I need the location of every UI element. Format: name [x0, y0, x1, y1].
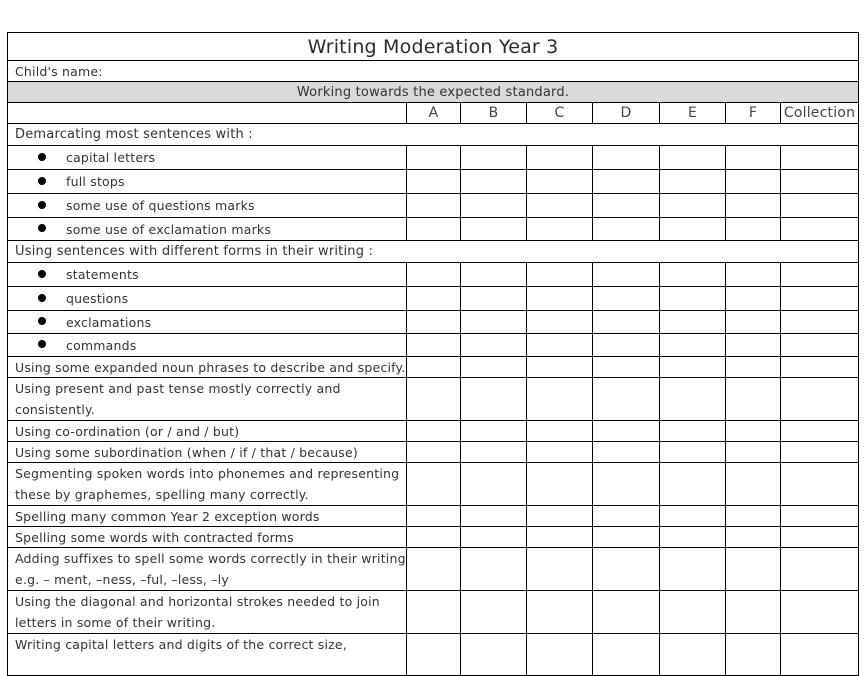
bullet-icon	[38, 153, 46, 161]
cell-a[interactable]	[407, 194, 461, 218]
cell-e[interactable]	[660, 442, 726, 463]
cell-b[interactable]	[461, 634, 527, 676]
cell-d[interactable]	[593, 334, 660, 357]
cell-b[interactable]	[461, 591, 527, 634]
cell-c[interactable]	[527, 357, 593, 378]
cell-b[interactable]	[461, 548, 527, 591]
cell-d[interactable]	[593, 194, 660, 218]
bullet-icon	[38, 177, 46, 185]
section-heading: Using sentences with different forms in their writing :	[8, 241, 859, 263]
cell-e[interactable]	[660, 634, 726, 676]
cell-e[interactable]	[660, 548, 726, 591]
moderation-sheet	[7, 32, 858, 676]
cell-b[interactable]	[461, 334, 527, 357]
cell-c[interactable]	[527, 263, 593, 287]
cell-collection[interactable]	[781, 463, 859, 506]
cell-collection[interactable]	[781, 506, 859, 527]
col-header-b: B	[461, 103, 527, 124]
criterion-label	[8, 146, 407, 170]
cell-d[interactable]	[593, 311, 660, 334]
cell-b[interactable]	[461, 170, 527, 194]
cell-d[interactable]	[593, 527, 660, 548]
cell-e[interactable]	[660, 287, 726, 311]
cell-collection[interactable]	[781, 442, 859, 463]
cell-f[interactable]	[726, 194, 781, 218]
criterion-label: Using present and past tense mostly correctly and consistently.	[8, 378, 407, 421]
criteria-row	[8, 263, 859, 287]
cell-collection[interactable]	[781, 146, 859, 170]
criterion-label	[8, 170, 407, 194]
cell-b[interactable]	[461, 357, 527, 378]
cell-c[interactable]	[527, 527, 593, 548]
cell-b[interactable]	[461, 287, 527, 311]
cell-collection[interactable]	[781, 194, 859, 218]
cell-e[interactable]	[660, 463, 726, 506]
cell-c[interactable]	[527, 421, 593, 442]
cell-f[interactable]	[726, 334, 781, 357]
cell-d[interactable]	[593, 421, 660, 442]
cell-a[interactable]	[407, 263, 461, 287]
criteria-row	[8, 506, 859, 527]
cell-f[interactable]	[726, 146, 781, 170]
cell-e[interactable]	[660, 378, 726, 421]
cell-b[interactable]	[461, 194, 527, 218]
cell-b[interactable]	[461, 263, 527, 287]
bullet-icon	[38, 317, 46, 325]
cell-a[interactable]	[407, 527, 461, 548]
cell-b[interactable]	[461, 378, 527, 421]
cell-e[interactable]	[660, 194, 726, 218]
cell-a[interactable]	[407, 591, 461, 634]
cell-c[interactable]	[527, 311, 593, 334]
cell-a[interactable]	[407, 357, 461, 378]
cell-d[interactable]	[593, 463, 660, 506]
cell-f[interactable]	[726, 378, 781, 421]
cell-c[interactable]	[527, 194, 593, 218]
criteria-row	[8, 634, 859, 676]
cell-b[interactable]	[461, 421, 527, 442]
cell-a[interactable]	[407, 634, 461, 676]
cell-a[interactable]	[407, 421, 461, 442]
criteria-row	[8, 334, 859, 357]
section-heading: Demarcating most sentences with :	[8, 124, 859, 146]
criterion-label: Spelling many common Year 2 exception words	[8, 506, 407, 527]
cell-d[interactable]	[593, 591, 660, 634]
cell-f[interactable]	[726, 442, 781, 463]
criterion-label	[8, 311, 407, 334]
cell-a[interactable]	[407, 442, 461, 463]
criteria-row	[8, 591, 859, 634]
criteria-row	[8, 548, 859, 591]
criterion-text: full stops	[66, 174, 125, 189]
cell-d[interactable]	[593, 146, 660, 170]
cell-d[interactable]	[593, 170, 660, 194]
bullet-icon	[38, 340, 46, 348]
cell-c[interactable]	[527, 170, 593, 194]
cell-collection[interactable]	[781, 378, 859, 421]
cell-a[interactable]	[407, 218, 461, 241]
cell-d[interactable]	[593, 357, 660, 378]
bullet-icon	[38, 270, 46, 278]
criterion-label: Using the diagonal and horizontal strokes needed to join letters in some of their writing.	[8, 591, 407, 634]
cell-d[interactable]	[593, 442, 660, 463]
col-header-d: D	[593, 103, 660, 124]
cell-c[interactable]	[527, 463, 593, 506]
cell-f[interactable]	[726, 463, 781, 506]
criterion-text: commands	[66, 337, 137, 353]
cell-a[interactable]	[407, 334, 461, 357]
cell-collection[interactable]	[781, 311, 859, 334]
criterion-text: some use of exclamation marks	[66, 221, 272, 237]
cell-c[interactable]	[527, 287, 593, 311]
cell-a[interactable]	[407, 287, 461, 311]
childs-name-field[interactable]	[8, 61, 859, 82]
criteria-row	[8, 146, 859, 170]
cell-a[interactable]	[407, 463, 461, 506]
cell-e[interactable]	[660, 421, 726, 442]
cell-e[interactable]	[660, 263, 726, 287]
cell-d[interactable]	[593, 263, 660, 287]
cell-c[interactable]	[527, 146, 593, 170]
cell-collection[interactable]	[781, 634, 859, 676]
criteria-header	[8, 103, 407, 124]
cell-d[interactable]	[593, 634, 660, 676]
criteria-row	[8, 287, 859, 311]
cell-e[interactable]	[660, 357, 726, 378]
cell-e[interactable]	[660, 170, 726, 194]
criterion-label: Using co-ordination (or / and / but)	[8, 421, 407, 442]
col-header-e: E	[660, 103, 726, 124]
cell-c[interactable]	[527, 334, 593, 357]
cell-d[interactable]	[593, 506, 660, 527]
cell-collection[interactable]	[781, 334, 859, 357]
criterion-label: Using some subordination (when / if / that / because)	[8, 442, 407, 463]
cell-e[interactable]	[660, 506, 726, 527]
cell-collection[interactable]	[781, 548, 859, 591]
cell-f[interactable]	[726, 527, 781, 548]
criterion-label	[8, 334, 407, 357]
criterion-label: Segmenting spoken words into phonemes and representing these by graphemes, spelling many correctly.	[8, 463, 407, 506]
cell-c[interactable]	[527, 378, 593, 421]
cell-e[interactable]	[660, 218, 726, 241]
standard-band: Working towards the expected standard.	[8, 82, 859, 103]
criterion-text: capital letters	[66, 150, 156, 165]
cell-f[interactable]	[726, 311, 781, 334]
cell-a[interactable]	[407, 378, 461, 421]
bullet-icon	[38, 224, 46, 232]
cell-b[interactable]	[461, 463, 527, 506]
cell-c[interactable]	[527, 591, 593, 634]
cell-a[interactable]	[407, 548, 461, 591]
criteria-row	[8, 218, 859, 241]
cell-f[interactable]	[726, 263, 781, 287]
criterion-text: some use of questions marks	[66, 198, 255, 213]
cell-collection[interactable]	[781, 218, 859, 241]
cell-b[interactable]	[461, 442, 527, 463]
cell-f[interactable]	[726, 634, 781, 676]
cell-a[interactable]	[407, 311, 461, 334]
criterion-text: exclamations	[66, 314, 152, 330]
cell-collection[interactable]	[781, 527, 859, 548]
criterion-text: questions	[66, 291, 129, 306]
cell-b[interactable]	[461, 311, 527, 334]
section-row	[8, 124, 859, 146]
cell-f[interactable]	[726, 218, 781, 241]
childs-name-label: Child's name:	[15, 63, 103, 79]
cell-b[interactable]	[461, 218, 527, 241]
cell-collection[interactable]	[781, 287, 859, 311]
cell-e[interactable]	[660, 527, 726, 548]
criteria-row	[8, 378, 859, 421]
criteria-row	[8, 527, 859, 548]
cell-c[interactable]	[527, 634, 593, 676]
cell-f[interactable]	[726, 591, 781, 634]
criterion-label	[8, 263, 407, 287]
criterion-text: statements	[66, 267, 139, 282]
page-title: Writing Moderation Year 3	[8, 33, 859, 61]
criteria-row	[8, 357, 859, 378]
cell-collection[interactable]	[781, 357, 859, 378]
cell-c[interactable]	[527, 506, 593, 527]
cell-collection[interactable]	[781, 591, 859, 634]
moderation-table	[7, 32, 859, 676]
criterion-label: Using some expanded noun phrases to describe and specify.	[8, 357, 407, 378]
cell-e[interactable]	[660, 591, 726, 634]
cell-b[interactable]	[461, 146, 527, 170]
col-header-a: A	[407, 103, 461, 124]
criterion-label	[8, 287, 407, 311]
col-header-f: F	[726, 103, 781, 124]
cell-f[interactable]	[726, 357, 781, 378]
cell-b[interactable]	[461, 527, 527, 548]
col-header-collection: Collection	[781, 103, 859, 124]
col-header-c: C	[527, 103, 593, 124]
cell-e[interactable]	[660, 334, 726, 357]
cell-a[interactable]	[407, 506, 461, 527]
bullet-icon	[38, 201, 46, 209]
cell-d[interactable]	[593, 287, 660, 311]
criterion-label	[8, 218, 407, 241]
cell-c[interactable]	[527, 548, 593, 591]
cell-a[interactable]	[407, 146, 461, 170]
cell-collection[interactable]	[781, 170, 859, 194]
cell-e[interactable]	[660, 311, 726, 334]
cell-c[interactable]	[527, 218, 593, 241]
cell-d[interactable]	[593, 218, 660, 241]
cell-collection[interactable]	[781, 421, 859, 442]
criterion-label	[8, 194, 407, 218]
criteria-row	[8, 442, 859, 463]
criteria-row	[8, 463, 859, 506]
column-header-row	[8, 103, 859, 124]
cell-a[interactable]	[407, 170, 461, 194]
cell-f[interactable]	[726, 506, 781, 527]
cell-e[interactable]	[660, 146, 726, 170]
criterion-label: Writing capital letters and digits of the correct size,	[8, 634, 407, 676]
cell-f[interactable]	[726, 287, 781, 311]
cell-collection[interactable]	[781, 263, 859, 287]
criteria-row	[8, 421, 859, 442]
criteria-row	[8, 170, 859, 194]
cell-f[interactable]	[726, 548, 781, 591]
criterion-label: Spelling some words with contracted forms	[8, 527, 407, 548]
criteria-row	[8, 311, 859, 334]
cell-c[interactable]	[527, 442, 593, 463]
cell-d[interactable]	[593, 548, 660, 591]
criterion-label: Adding suffixes to spell some words correctly in their writing e.g. – ment, –ness, –ful, –less, –ly	[8, 548, 407, 591]
cell-f[interactable]	[726, 170, 781, 194]
cell-b[interactable]	[461, 506, 527, 527]
section-row	[8, 241, 859, 263]
cell-f[interactable]	[726, 421, 781, 442]
criteria-row	[8, 194, 859, 218]
bullet-icon	[38, 294, 46, 302]
cell-d[interactable]	[593, 378, 660, 421]
